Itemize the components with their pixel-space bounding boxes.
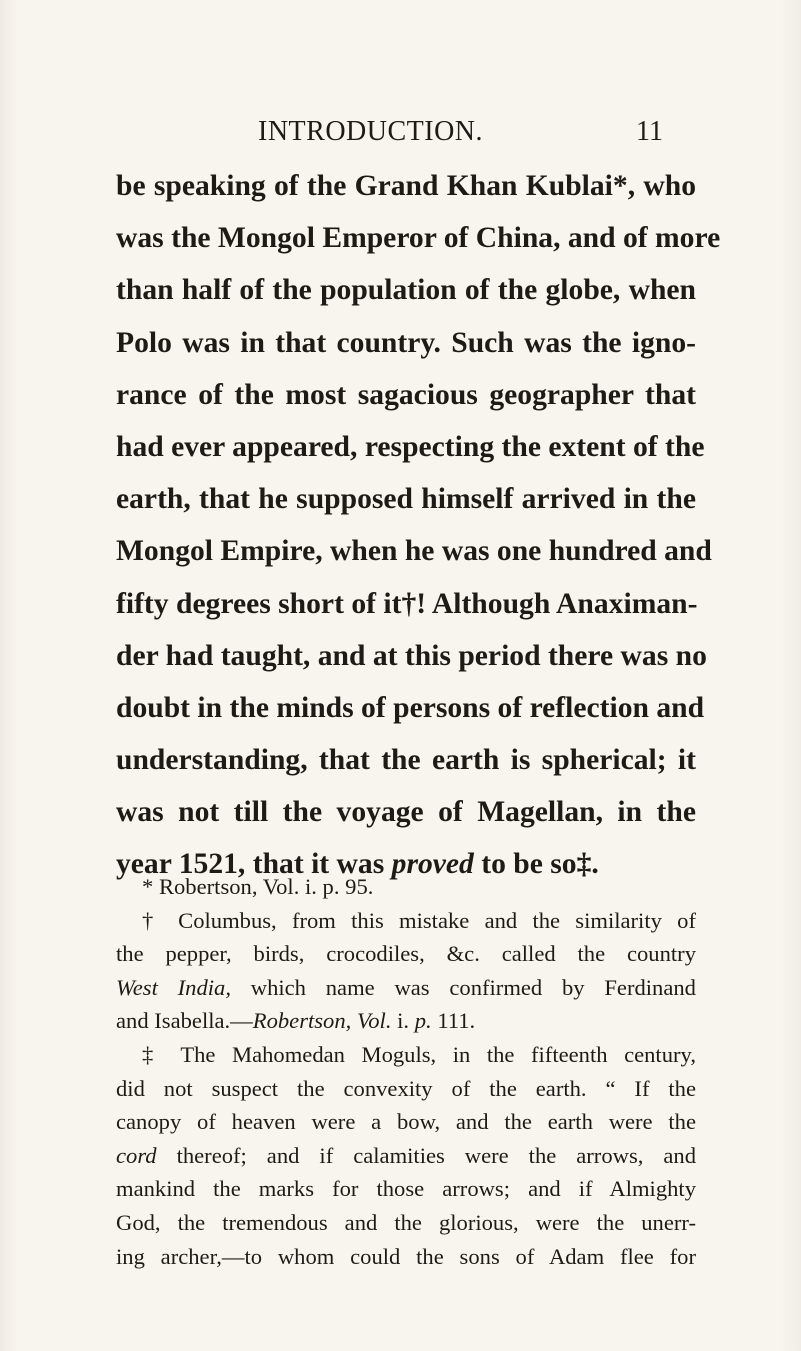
body-line: was not till the voyage of Magellan, in the [116, 796, 696, 829]
body-text-segment: to be so‡. [473, 848, 599, 881]
footnote-text-segment: 111. [431, 1008, 476, 1034]
footnote-line [116, 1004, 696, 1038]
emphasis-proved: proved [391, 848, 474, 881]
body-line: rance of the most sagacious geographer that [116, 378, 696, 411]
footnote-text-segment: and Isabella.— [116, 1008, 253, 1034]
italic-vol: Vol. [356, 1008, 392, 1034]
italic-west-india: West India, [116, 974, 231, 1000]
italic-robertson: Robertson, [252, 1008, 352, 1034]
running-head [0, 116, 801, 148]
footnote-line: canopy of heaven were a bow, and the earth were the [116, 1109, 696, 1135]
body-line: Mongol Empire, when he was one hundred and [116, 535, 712, 568]
footnote-line: ing archer,—to whom could the sons of Adam flee for [116, 1243, 696, 1269]
body-text-segment: year 1521, that it was [116, 848, 392, 881]
footnote-line [116, 1139, 696, 1173]
italic-cord: cord [116, 1142, 157, 1168]
body-line: fifty degrees short of it†! Although Anaximan- [116, 587, 698, 620]
body-line: Polo was in that country. Such was the igno- [116, 326, 696, 359]
footnote-columbus: † Columbus, from this mistake and the similarity of [142, 907, 696, 933]
footnote-text-segment: thereof; and if calamities were the arrows, and [156, 1142, 696, 1168]
footnote-line: the pepper, birds, crocodiles, &c. called the country [116, 941, 696, 967]
footnote-line: mankind the marks for those arrows; and if Almighty [116, 1176, 696, 1202]
footnote-robertson: * Robertson, Vol. i. p. 95. [142, 874, 374, 899]
body-line: understanding, that the earth is spherical; it [116, 744, 696, 777]
footnote-line: God, the tremendous and the glorious, were the unerr- [116, 1209, 696, 1235]
body-line: had ever appeared, respecting the extent of the [116, 430, 705, 463]
body-line: earth, that he supposed himself arrived in the [116, 483, 696, 516]
footnote-text-segment: i. [391, 1008, 415, 1034]
footnotes [116, 870, 696, 1273]
footnote-line [116, 971, 696, 1005]
page-number: 11 [636, 116, 663, 147]
footnote-text-segment: which name was confirmed by Ferdinand [230, 974, 696, 1000]
footnote-line: did not suspect the convexity of the earth. “ If the [116, 1075, 696, 1101]
body-line: der had taught, and at this period there was no [116, 639, 707, 672]
body-line: than half of the population of the globe, when [116, 274, 696, 307]
body-line: doubt in the minds of persons of reflection and [116, 691, 705, 724]
body-line: was the Mongol Emperor of China, and of more [116, 222, 721, 255]
running-head-title: INTRODUCTION. [258, 116, 484, 147]
body-line: be speaking of the Grand Khan Kublai*, who [116, 170, 696, 202]
italic-p: p. [414, 1008, 432, 1034]
body-paragraph [116, 160, 721, 891]
footnote-moguls: ‡ The Mahomedan Moguls, in the fifteenth century, [142, 1041, 696, 1067]
